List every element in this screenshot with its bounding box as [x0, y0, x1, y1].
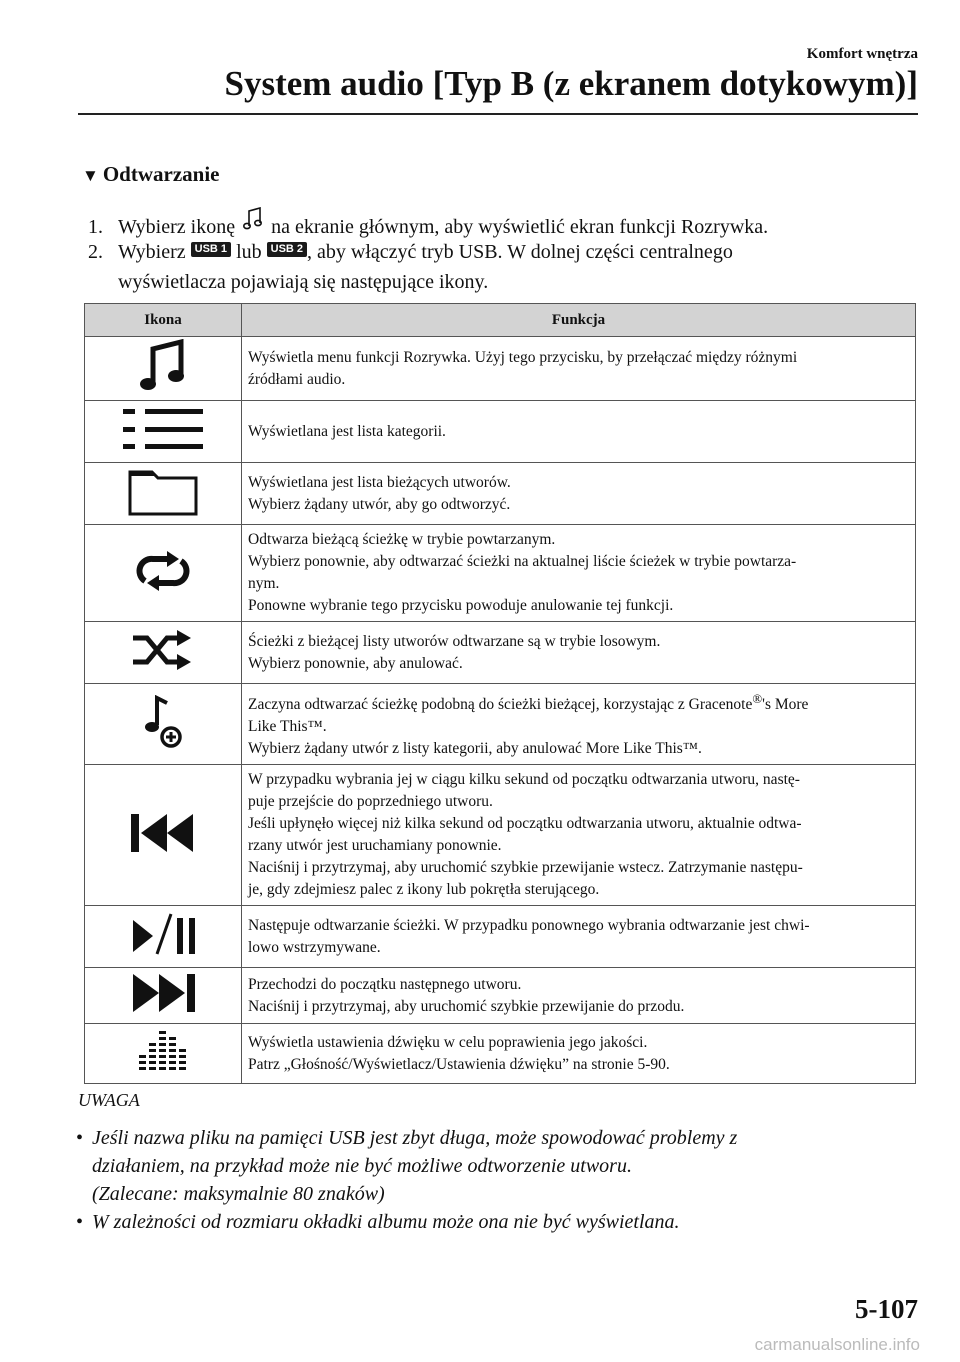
next-track-icon [85, 968, 242, 1024]
function-description: Odtwarza bieżącą ścieżkę w trybie powtarzanym. Wybierz ponownie, aby odtwarzać ścieżki na aktualnej liście ścieżek w trybie powtarza- nym. Ponowne wybranie tego przycisku powoduje anulowanie tej funkcji. [242, 525, 916, 622]
function-description: Wyświetlana jest lista bieżących utworów. Wybierz żądany utwór, aby go odtworzyć. [242, 463, 916, 525]
function-description: Ścieżki z bieżącej listy utworów odtwarzane są w trybie losowym. Wybierz ponownie, aby anulować. [242, 622, 916, 684]
step-2 [88, 237, 733, 297]
step-text-pre: Wybierz [118, 241, 186, 263]
bullet-icon: • [76, 1211, 84, 1233]
usb2-badge: USB 2 [267, 242, 307, 257]
table-row [85, 622, 916, 684]
music-note-icon [85, 337, 242, 401]
watermark: carmanualsonline.info [754, 1335, 920, 1354]
function-description: Zaczyna odtwarzać ścieżkę podobną do ścieżki bieżącej, korzystając z Gracenote®'s More Like This™. Wybierz żądany utwór z listy kategorii, aby anulować More Like This™. [242, 684, 916, 765]
function-description: Następuje odtwarzanie ścieżki. W przypadku ponownego wybrania odtwarzanie jest chwi- lowo wstrzymywane. [242, 906, 916, 968]
step-text-pre: Wybierz ikonę [118, 216, 236, 238]
table-row [85, 968, 916, 1024]
triangle-bullet-icon: ▼ [82, 166, 99, 185]
table-row [85, 765, 916, 906]
step-number: 2. [88, 241, 103, 263]
page-title: System audio [Typ B (z ekranem dotykowym)] [224, 64, 918, 103]
step-text-post: na ekranie głównym, aby wyświetlić ekran funkcji Rozrywka. [271, 216, 769, 238]
table-row [85, 906, 916, 968]
step-number: 1. [88, 216, 103, 238]
section-heading-text: Odtwarzanie [102, 162, 220, 186]
function-description: W przypadku wybrania jej w ciągu kilku sekund od początku odtwarzania utworu, nastę- puje przejście do poprzedniego utworu. Jeśli upłynęło więcej niż kilka sekund od początku odtwarzania utworu, aktualnie odtwa- rzany utwór jest uruchamiany ponownie. Naciśnij i przytrzymaj, aby uruchomić szybkie przewijanie wstecz. Zatrzymanie następu- je, gdy zdejmiesz palec z ikony lub pokrętła sterującego. [242, 765, 916, 906]
shuffle-icon [85, 622, 242, 684]
function-description: Wyświetla ustawienia dźwięku w celu poprawienia jego jakości. Patrz „Głośność/Wyświetlacz/Ustawienia dźwięku” na stronie 5-90. [242, 1024, 916, 1084]
section-heading [82, 162, 219, 187]
table-row [85, 525, 916, 622]
section-label: Komfort wnętrza [806, 46, 918, 62]
page-number: 5-107 [855, 1294, 918, 1324]
step-text-line2: wyświetlacza pojawiają się następujące ikony. [118, 271, 489, 293]
function-description: Przechodzi do początku następnego utworu. Naciśnij i przytrzymaj, aby uruchomić szybkie przewijanie do przodu. [242, 968, 916, 1024]
function-description: Wyświetla menu funkcji Rozrywka. Użyj tego przycisku, by przełączać między różnymi źródłami audio. [242, 337, 916, 401]
step-text-post: , aby włączyć tryb USB. W dolnej części centralnego [307, 241, 733, 263]
header-divider [78, 113, 918, 115]
function-description: Wyświetlana jest lista kategorii. [242, 401, 916, 463]
music-note-icon [243, 207, 263, 240]
function-table [84, 303, 916, 1084]
usb1-badge: USB 1 [191, 242, 231, 257]
previous-track-icon [85, 765, 242, 906]
folder-icon [85, 463, 242, 525]
table-row [85, 401, 916, 463]
table-row [85, 337, 916, 401]
list-icon [85, 401, 242, 463]
table-header-row [85, 304, 916, 337]
column-header-icon: Ikona [85, 304, 242, 337]
repeat-icon [85, 525, 242, 622]
table-row [85, 684, 916, 765]
table-row [85, 463, 916, 525]
note-item: • W zależności od rozmiaru okładki albumu może ona nie być wyświetlana. [76, 1208, 680, 1236]
note-item: • Jeśli nazwa pliku na pamięci USB jest zbyt długa, może spowodować problemy z działaniem, na przykład może nie być możliwe odtworzenie utworu. (Zalecane: maksymalnie 80 znaków) [76, 1124, 737, 1208]
note-title: UWAGA [78, 1090, 140, 1110]
column-header-function: Funkcja [242, 304, 916, 337]
equalizer-icon [85, 1024, 242, 1084]
play-pause-icon [85, 906, 242, 968]
step-text-mid: lub [236, 241, 262, 263]
table-row [85, 1024, 916, 1084]
bullet-icon: • [76, 1127, 84, 1149]
more-like-this-icon [85, 684, 242, 765]
